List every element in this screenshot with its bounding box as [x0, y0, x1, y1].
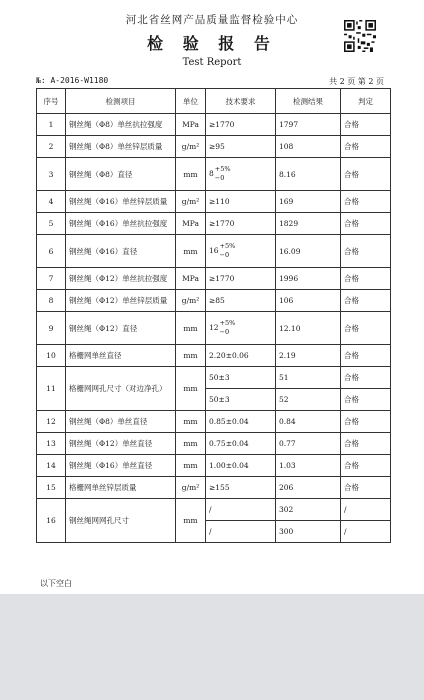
table-row [37, 290, 391, 312]
row-item: 钢丝绳（Φ12）直径 [66, 312, 176, 345]
row-verdict: 合格 [341, 290, 391, 312]
col-header-result: 检测结果 [276, 89, 341, 114]
table-row [37, 499, 391, 521]
row-item: 钢丝绳（Φ8）单丝直径 [66, 411, 176, 433]
row-verdict: 合格 [341, 367, 391, 389]
tolerance-base: 12 [209, 323, 219, 332]
row-requirement: ≥85 [206, 290, 276, 312]
row-unit: mm [176, 499, 206, 543]
qr-code-icon [344, 20, 376, 52]
row-requirement: ≥1770 [206, 213, 276, 235]
row-verdict: 合格 [341, 268, 391, 290]
row-unit: MPa [176, 268, 206, 290]
page-count: 共 2 页 第 2 页 [329, 77, 384, 86]
row-no: 2 [37, 136, 66, 158]
row-verdict: 合格 [341, 235, 391, 268]
row-item: 钢丝绳（Φ12）单丝锌层质量 [66, 290, 176, 312]
row-requirement: ≥110 [206, 191, 276, 213]
row-verdict: 合格 [341, 213, 391, 235]
row-requirement: ≥155 [206, 477, 276, 499]
row-no: 5 [37, 213, 66, 235]
row-unit: mm [176, 235, 206, 268]
row-requirement: ≥1770 [206, 268, 276, 290]
row-requirement [206, 235, 276, 268]
row-requirement: ≥1770 [206, 114, 276, 136]
row-requirement: 1.00±0.04 [206, 455, 276, 477]
tolerance-plus: +5% [219, 242, 236, 250]
table-row [37, 433, 391, 455]
row-verdict: 合格 [341, 114, 391, 136]
row-verdict: 合格 [341, 191, 391, 213]
col-header-requirement: 技术要求 [206, 89, 276, 114]
table-row [37, 213, 391, 235]
row-result: 1797 [276, 114, 341, 136]
row-unit: mm [176, 158, 206, 191]
row-no: 14 [37, 455, 66, 477]
row-requirement: 50±3 [206, 367, 276, 389]
row-no: 1 [37, 114, 66, 136]
report-title: 检 验 报 告 [147, 34, 277, 53]
row-item: 钢丝绳（Φ8）单丝锌层质量 [66, 136, 176, 158]
row-result: 2.19 [276, 345, 341, 367]
row-no: 4 [37, 191, 66, 213]
table-row [37, 158, 391, 191]
col-header-verdict: 判定 [341, 89, 391, 114]
row-item: 钢丝绳（Φ12）单丝抗拉强度 [66, 268, 176, 290]
row-result: 51 [276, 367, 341, 389]
row-result: 52 [276, 389, 341, 411]
row-verdict: 合格 [341, 411, 391, 433]
row-result: 106 [276, 290, 341, 312]
row-requirement: / [206, 499, 276, 521]
tolerance-stack [220, 242, 236, 260]
row-unit: g/m² [176, 136, 206, 158]
table-row [37, 191, 391, 213]
results-table [36, 88, 391, 543]
row-verdict: 合格 [341, 455, 391, 477]
blank-below-note: 以下空白 [40, 579, 72, 588]
tolerance-stack [220, 319, 236, 337]
row-result: 12.10 [276, 312, 341, 345]
row-unit: mm [176, 367, 206, 411]
row-unit: mm [176, 433, 206, 455]
row-verdict: / [341, 499, 391, 521]
row-unit: g/m² [176, 191, 206, 213]
row-item: 格栅网网孔尺寸（对边净孔） [66, 367, 176, 411]
row-result: 16.09 [276, 235, 341, 268]
report-title-en: Test Report [182, 57, 242, 68]
row-item: 钢丝绳（Φ16）直径 [66, 235, 176, 268]
row-no: 13 [37, 433, 66, 455]
row-unit: g/m² [176, 290, 206, 312]
row-no: 11 [37, 367, 66, 411]
table-row [37, 455, 391, 477]
table-row [37, 477, 391, 499]
row-unit: mm [176, 312, 206, 345]
row-item: 格栅网单丝锌层质量 [66, 477, 176, 499]
row-result: 300 [276, 521, 341, 543]
row-no: 6 [37, 235, 66, 268]
row-requirement: 50±3 [206, 389, 276, 411]
row-result: 1996 [276, 268, 341, 290]
row-result: 108 [276, 136, 341, 158]
row-verdict: 合格 [341, 433, 391, 455]
tolerance-plus: +5% [214, 165, 231, 173]
row-unit: MPa [176, 114, 206, 136]
table-header-row [37, 89, 391, 114]
row-result: 0.77 [276, 433, 341, 455]
tolerance-stack [215, 165, 231, 183]
table-row [37, 136, 391, 158]
row-result: 1829 [276, 213, 341, 235]
row-verdict: 合格 [341, 312, 391, 345]
table-row [37, 235, 391, 268]
row-unit: mm [176, 411, 206, 433]
row-no: 12 [37, 411, 66, 433]
row-no: 8 [37, 290, 66, 312]
col-header-no: 序号 [37, 89, 66, 114]
table-row [37, 268, 391, 290]
tolerance-base: 8 [209, 169, 214, 178]
row-verdict: / [341, 521, 391, 543]
row-item: 钢丝绳（Φ12）单丝直径 [66, 433, 176, 455]
row-unit: MPa [176, 213, 206, 235]
row-verdict: 合格 [341, 158, 391, 191]
row-requirement: / [206, 521, 276, 543]
table-row [37, 345, 391, 367]
row-no: 9 [37, 312, 66, 345]
row-verdict: 合格 [341, 477, 391, 499]
tolerance-base: 16 [209, 246, 219, 255]
table-row [37, 312, 391, 345]
tolerance-plus: +5% [219, 319, 236, 327]
row-item: 钢丝绳（Φ8）单丝抗拉强度 [66, 114, 176, 136]
row-requirement [206, 312, 276, 345]
row-unit: g/m² [176, 477, 206, 499]
row-no: 3 [37, 158, 66, 191]
tolerance-minus: −0 [214, 174, 225, 182]
row-result: 0.84 [276, 411, 341, 433]
table-row [37, 114, 391, 136]
row-requirement: 0.75±0.04 [206, 433, 276, 455]
row-result: 206 [276, 477, 341, 499]
row-verdict: 合格 [341, 136, 391, 158]
report-number: №: A-2016-W1180 [36, 76, 109, 85]
tolerance-minus: −0 [219, 328, 230, 336]
row-no: 16 [37, 499, 66, 543]
row-no: 7 [37, 268, 66, 290]
row-requirement: 0.85±0.04 [206, 411, 276, 433]
col-header-unit: 单位 [176, 89, 206, 114]
row-requirement: 2.20±0.06 [206, 345, 276, 367]
row-item: 钢丝绳网网孔尺寸 [66, 499, 176, 543]
tolerance-minus: −0 [219, 251, 230, 259]
row-item: 格栅网单丝直径 [66, 345, 176, 367]
row-item: 钢丝绳（Φ16）单丝锌层质量 [66, 191, 176, 213]
row-item: 钢丝绳（Φ8）直径 [66, 158, 176, 191]
row-verdict: 合格 [341, 389, 391, 411]
row-unit: mm [176, 455, 206, 477]
row-no: 10 [37, 345, 66, 367]
row-unit: mm [176, 345, 206, 367]
row-result: 302 [276, 499, 341, 521]
row-item: 钢丝绳（Φ16）单丝直径 [66, 455, 176, 477]
row-result: 169 [276, 191, 341, 213]
row-item: 钢丝绳（Φ16）单丝抗拉强度 [66, 213, 176, 235]
row-verdict: 合格 [341, 345, 391, 367]
row-requirement: ≥95 [206, 136, 276, 158]
row-requirement [206, 158, 276, 191]
table-row [37, 367, 391, 389]
row-result: 1.03 [276, 455, 341, 477]
col-header-item: 检测项目 [66, 89, 176, 114]
institution-name: 河北省丝网产品质量监督检验中心 [125, 14, 299, 26]
table-row [37, 411, 391, 433]
row-no: 15 [37, 477, 66, 499]
row-result: 8.16 [276, 158, 341, 191]
